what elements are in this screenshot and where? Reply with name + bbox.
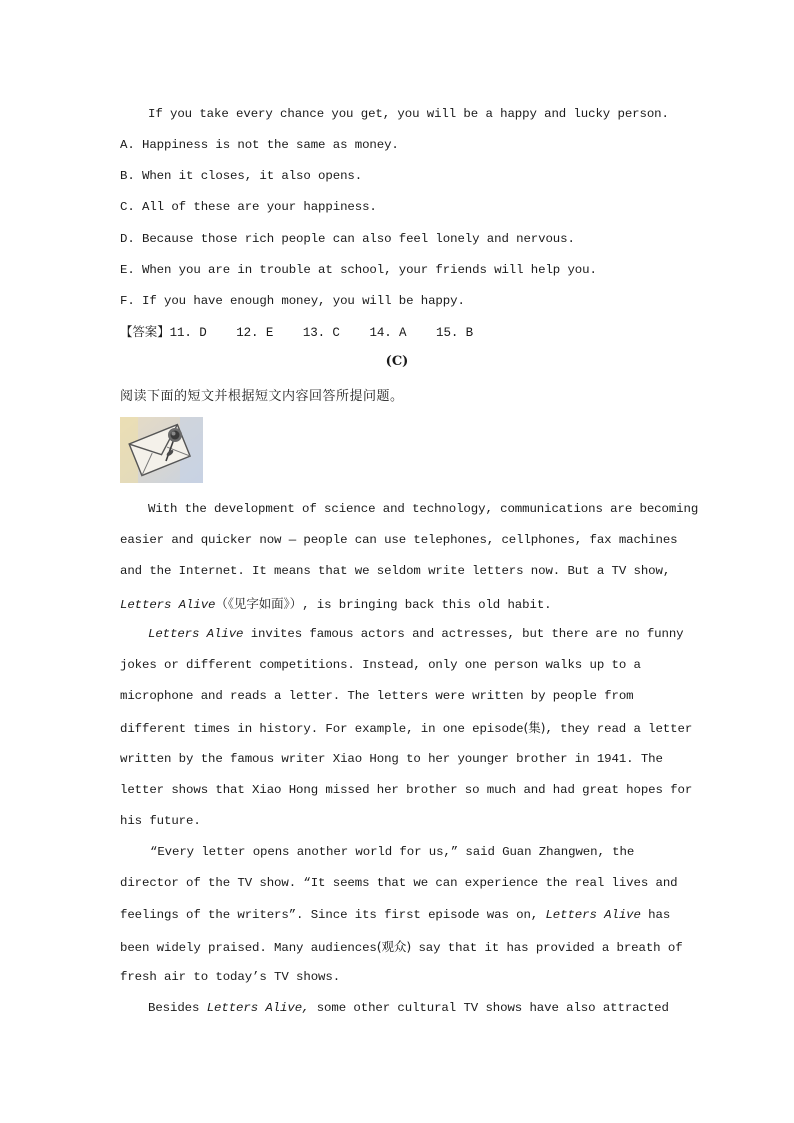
line-text: , they read a letter: [545, 722, 693, 736]
paragraph-line: jokes or different competitions. Instead, only one person walks up to a: [120, 658, 641, 672]
answer-line: [120, 322, 473, 340]
option-e: E. When you are in trouble at school, your friends will help you.: [120, 263, 597, 277]
paragraph-line: “Every letter opens another world for us,” said Guan Zhangwen, the: [150, 845, 635, 859]
paragraph-line: [120, 908, 670, 922]
paragraph-line: his future.: [120, 814, 201, 828]
show-title: Letters Alive: [545, 908, 641, 922]
paragraph-line: fresh air to today’s TV shows.: [120, 970, 341, 984]
paragraph-line: director of the TV show. “It seems that we can experience the real lives and: [120, 876, 678, 890]
option-a: A. Happiness is not the same as money.: [120, 138, 399, 152]
paragraph-line: If you take every chance you get, you will be a happy and lucky person.: [148, 107, 669, 121]
show-title: Letters Alive,: [206, 1001, 310, 1015]
paragraph-line: [148, 627, 684, 641]
option-f: F. If you have enough money, you will be happy.: [120, 294, 465, 308]
paragraph-line: and the Internet. It means that we seldom write letters now. But a TV show,: [120, 564, 671, 578]
section-heading: (C): [385, 354, 409, 369]
chinese-title: （《见字如面》）: [215, 596, 303, 611]
answer-label: 【答案】: [120, 324, 170, 339]
option-b: B. When it closes, it also opens.: [120, 169, 363, 183]
option-c: C. All of these are your happiness.: [120, 200, 377, 214]
line-text: Besides: [148, 1001, 207, 1015]
line-text: say that it has provided a breath of: [411, 941, 683, 955]
paragraph-line: With the development of science and technology, communications are becoming: [148, 502, 699, 516]
paragraph-line: written by the famous writer Xiao Hong to her younger brother in 1941. The: [120, 752, 663, 766]
line-text: been widely praised. Many audiences: [120, 941, 377, 955]
paragraph-line: [120, 937, 683, 955]
show-title: Letters Alive: [148, 627, 244, 641]
paragraph-line: letter shows that Xiao Hong missed her brother so much and had great hopes for: [120, 783, 693, 797]
envelope-rose-icon: [120, 417, 203, 483]
paragraph-line: microphone and reads a letter. The letters were written by people from: [120, 689, 634, 703]
paragraph-line: [120, 594, 552, 612]
paragraph-line: [120, 718, 692, 736]
paragraph-line: easier and quicker now — people can use telephones, cellphones, fax machines: [120, 533, 678, 547]
show-title: Letters Alive: [120, 598, 216, 612]
paragraph-line: [148, 1001, 669, 1015]
instruction-text: 阅读下面的短文并根据短文内容回答所提问题。: [120, 389, 404, 404]
line-text: feelings of the writers”. Since its first episode was on,: [120, 908, 546, 922]
line-text: some other cultural TV shows have also attracted: [309, 1001, 669, 1015]
line-text: , is bringing back this old habit.: [302, 598, 552, 612]
line-text: has: [640, 908, 671, 922]
chinese-gloss: (观众): [376, 939, 412, 954]
line-text: different times in history. For example, in one episode: [120, 722, 524, 736]
answer-values: 11. D 12. E 13. C 14. A 15. B: [169, 326, 474, 340]
option-d: D. Because those rich people can also feel lonely and nervous.: [120, 232, 575, 246]
chinese-gloss: (集): [523, 720, 546, 735]
line-text: invites famous actors and actresses, but there are no funny: [243, 627, 684, 641]
